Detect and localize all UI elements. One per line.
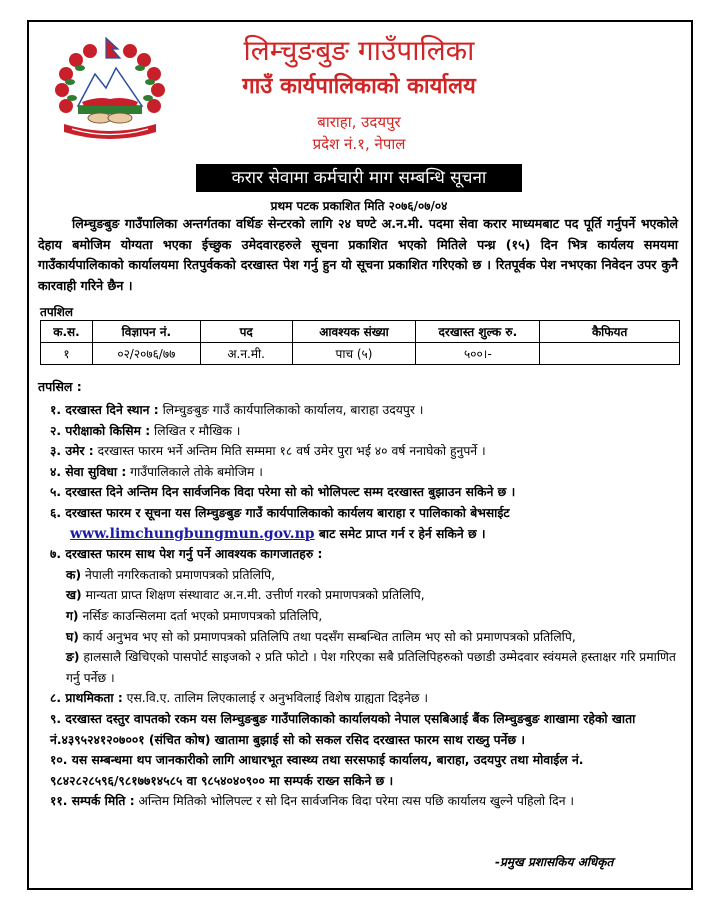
municipality-name: लिम्चुङबुङ गाउँपालिका — [243, 34, 475, 67]
table-row — [41, 343, 680, 365]
details-label: तपसिल : — [38, 379, 82, 394]
sub-list-item — [50, 647, 680, 688]
list-item — [50, 441, 680, 462]
sub-item-text: नर्सिङ काउन्सिलमा दर्ता भएको प्रमाणपत्रको प्रतिलिपि, — [78, 608, 323, 623]
item-text: अन्तिम मितिको भोलिपल्ट र सो दिन सार्वजनिक विदा परेमा त्यस पछि कार्यालय खुल्ने पहिलो दिन । — [134, 794, 575, 809]
website-link[interactable]: www.limchungbungmun.gov.np — [70, 525, 315, 542]
item-text: बाट समेट प्राप्त गर्न र हेर्न सकिने छ । — [314, 526, 486, 541]
item-text: दरखास्त फारम भर्ने अन्तिम मिति सम्ममा १८ वर्ष उमेर पुरा भई ४० वर्ष ननाघेको हुनुपर्ने । — [93, 444, 486, 459]
table-label: तपशिल — [40, 305, 74, 319]
vacancy-table — [40, 320, 680, 365]
table-cell: ५००।- — [416, 343, 540, 365]
item-text: गाउँपालिकाले तोके बमोजिम । — [126, 464, 263, 479]
sub-item-text: मान्यता प्राप्त शिक्षण संस्थावाट अ.न.मी. उत्तीर्ण गरको प्रमाणपत्रको प्रतिलिपि, — [81, 588, 425, 603]
sub-list-item — [50, 565, 680, 586]
list-item — [50, 688, 680, 709]
sub-item-text: नेपाली नगरिकताको प्रमाणपत्रको प्रतिलिपि, — [81, 567, 276, 582]
item-label: ८. प्राथमिकता : — [50, 691, 123, 706]
list-item — [50, 400, 680, 421]
table-header-cell: क.स. — [41, 321, 93, 343]
table-header-row — [41, 321, 680, 343]
item-text: लिम्चुङबुङ गाउँ कार्यपालिकाको कार्यालय, बाराहा उदयपुर । — [158, 403, 424, 417]
table-cell: अ.न.मी. — [200, 343, 292, 365]
table-header-cell: दरखास्त शुल्क रु. — [416, 321, 540, 343]
item-text: ६. दरखास्त फारम र सूचना यस लिम्चुङबुङ गाउँ कार्यपालिकाको कार्यलय बाराहा र पालिकाको बेभसाईट — [50, 505, 510, 520]
sub-item-text: कार्य अनुभव भए सो को प्रमाणपत्रको प्रतिलिपि तथा पदसँग सम्बन्धित तालिम भए सो को प्रमाणपत्रको प्रतिलिपि, — [78, 629, 576, 644]
item-label: २. परीक्षाको किसिम : — [50, 423, 151, 438]
sub-item-mark: ग) — [66, 608, 79, 623]
sub-list-item — [50, 627, 680, 648]
item-label: ४. सेवा सुविधा : — [50, 464, 127, 479]
table-header-cell: विज्ञापन नं. — [92, 321, 200, 343]
item-label: ११. सम्पर्क मिति : — [50, 794, 135, 809]
list-item: ५. दरखास्त दिने अन्तिम दिन सार्वजनिक विदा परेमा सो को भोलिपल्ट सम्म दरखास्त बुझाउन सकिने छ । — [50, 485, 516, 500]
list-item — [50, 791, 680, 812]
table-cell: १ — [41, 343, 93, 365]
signature: -प्रमुख प्रशासकिय अधिकृत — [495, 855, 614, 869]
list-item: १०. यस सम्बन्धमा थप जानकारीको लागि आधारभूत स्वास्थ्य तथा सरसफाई कार्यालय, बाराहा, उदयपुर तथा मोवाईल नं. ९८४२८२८५९६/९८१७७१४५८५ वा ९८५४०४०९०० मा सम्पर्क राख्न सकिने छ । — [50, 753, 584, 788]
list-item — [50, 462, 680, 483]
table-header-cell: कैफियत — [540, 321, 680, 343]
table-cell: ०२/२०७६/७७ — [92, 343, 200, 365]
list-item — [50, 421, 680, 442]
item-label: ३. उमेर : — [50, 444, 94, 459]
sub-item-text: हालसालै खिचिएको पासपोर्ट साइजको २ प्रति फोटो । पेश गरिएका सबै प्रतिलिपिहरुको पछाडी उम्मेदवार स्वंयमले हस्ताक्षर गरि प्रमाणित गर्नु पर्नेछ । — [66, 650, 676, 685]
details-list — [50, 400, 680, 812]
list-item: ९. दरखास्त दस्तुर वापतको रकम यस लिम्चुङबुङ गाउँपालिकाको कार्यालयको नेपाल एसबिआई बैंक लिम्चुङबुङ शाखामा रहेको खाता नं.४३९५२४१२०७००१ (संचित कोष) खातामा बुझाई सो को सकल रसिद दरखास्त फारम साथ राख्नु पर्नेछ । — [50, 711, 636, 747]
intro-paragraph: लिम्चुङबुङ गाउँपालिका अन्तर्गतका वर्थिङ सेन्टरको लागि २४ घण्टे अ.न.मी. पदमा सेवा करार माध्यमबाट पद पूर्ति गर्नुपर्ने भएकोले देहाय बमोजिम योग्यता भएका ईच्छुक उमेदवारहरुले सूचना प्रकाशित भएको मितिले पन्ध्र (१५) दिन भित्र कार्यलय समयमा गाउँकार्यपालिकाको कार्यालयमा रितपुर्वकको दरखास्त पेश गर्नु हुन यो सूचना प्रकाशित गरिएको छ । रितपूर्वक पेश नभएका निवेदन उपर कुनै कारवाही गरिने छैन । — [38, 216, 678, 293]
table-header-cell: आवश्यक संख्या — [292, 321, 416, 343]
office-name: गाउँ कार्यपालिकाको कार्यालय — [242, 74, 476, 99]
item-text: लिखित र मौखिक । — [150, 423, 241, 438]
sub-item-mark: ङ) — [66, 650, 80, 665]
table-cell: पाच (५) — [292, 343, 416, 365]
province-label: प्रदेश नं.१, नेपाल — [312, 135, 406, 153]
list-item: ७. दरखास्त फारम साथ पेश गर्नु पर्ने आवश्यक कागजातहरु : — [50, 547, 323, 562]
table-header-cell: पद — [200, 321, 292, 343]
sub-list-item — [50, 606, 680, 627]
sub-item-mark: ख) — [66, 588, 82, 603]
sub-list-item — [50, 585, 680, 606]
office-address: बाराहा, उदयपुर — [317, 113, 401, 131]
sub-item-mark: क) — [66, 567, 82, 582]
item-label: १. दरखास्त दिने स्थान : — [50, 403, 159, 417]
notice-title: करार सेवामा कर्मचारी माग सम्बन्धि सूचना — [196, 164, 522, 192]
list-item — [50, 503, 680, 544]
item-text: एस.वि.ए. तालिम लिएकालाई र अनुभविलाई विशेष ग्राह्यता दिइनेछ । — [122, 691, 429, 706]
table-cell — [540, 343, 680, 365]
sub-item-mark: घ) — [66, 629, 79, 644]
publication-date: प्रथम पटक प्रकाशित मिति २०७६/०७/०४ — [270, 199, 448, 213]
